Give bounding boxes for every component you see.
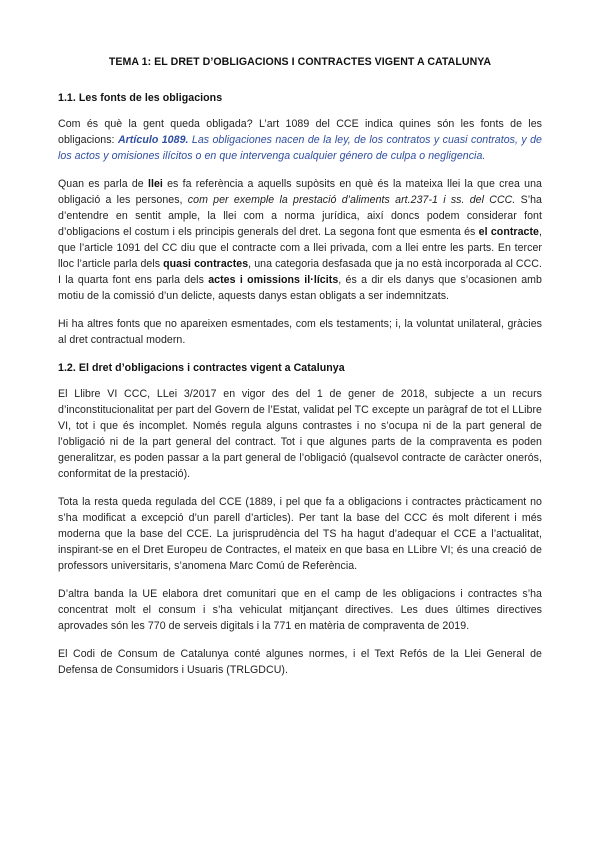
term-contracte: el contracte [478, 226, 539, 238]
text: S’ha d’entendre en sentit ample, la llei com a norma jurídica, així doncs podem considerar font d’obligacions el costum i els principis generals del dret. La segona font que esmenta és [58, 194, 542, 238]
text: es fa referència a aquells supòsits en què és la mateixa llei la que crea una obligació a les persones, [58, 178, 542, 206]
paragraph-cce: Tota la resta queda regulada del CCE (1889, i pel que fa a obligacions i contractes pràcticament no s’ha modificat a excepció d’un parell d’articles). Per tant la base del CCC és molt diferent i més moderna que la base del CCE. La jurisprudència del TS ha hagut d’adequar el CCE a l’actualitat, inspirant-se en el Dret Europeu de Contractes, el mateix en que basa en LLibre VI; és una creació de professors universitaris, s’anomena Marc Comú de Referència. [58, 496, 542, 572]
paragraph-ue: D’altra banda la UE elabora dret comunitari que en el camp de les obligacions i contractes s’ha concentrat molt el consum i s’ha vehiculat mitjançant directives. Les dues últimes directives aprovades són les 770 de serveis digitals i la 771 en matèria de compraventa de 2019. [58, 588, 542, 632]
text: , és a dir els danys que s’ocasionen amb motiu de la comissió d’un delicte, aquests danys estan obligats a ser indemnitzats. [58, 274, 542, 302]
section-heading-1-2: 1.2. El dret d’obligacions i contractes vigent a Catalunya [58, 362, 345, 374]
text: Com és què la gent queda obligada? L’art 1089 del CCE indica quines són les fonts de les obligacions: [58, 118, 542, 146]
paragraph-llibre-vi: El Llibre VI CCC, LLei 3/2017 en vigor des del 1 de gener de 2018, subjecte a un recurs d’inconstitucionalitat per part del Govern de l’Estat, validat pel TC excepte un paràgraf de tot el LLibre VI, tot i que és incomplet. Només regula alguns contrastes i no s’ocupa ni de la part general de l’obligació ni de la part general del contract. Tot i que algunes parts de la compraventa es poden generalitzar, es poden passar a la part general de l’obligació (qualsevol contracte de caràcter onerós, conformitat de la prestació). [58, 388, 542, 480]
page-title: TEMA 1: EL DRET D’OBLIGACIONS I CONTRACTES VIGENT A CATALUNYA [108, 56, 492, 68]
paragraph-fonts-intro [58, 116, 542, 164]
section-heading-1-1: 1.1. Les fonts de les obligacions [58, 92, 223, 104]
term-quasi-contractes: quasi contractes [163, 258, 249, 270]
term-actes-illicits: actes i omissions il·lícits [208, 274, 339, 286]
paragraph-fonts-explained [58, 176, 542, 304]
document-page [58, 48, 542, 690]
text: , una categoria desfasada que ja no està incorporada al CCC. I la quarta font ens parla dels [58, 258, 542, 286]
term-llei: llei [147, 178, 163, 190]
text: Quan es parla de [58, 178, 148, 190]
example-italic: com per exemple la prestació d’aliments art.237-1 i ss. del CCC. [187, 194, 516, 206]
article-reference: Artículo 1089. [117, 134, 189, 146]
paragraph-codi-consum: El Codi de Consum de Catalunya conté algunes normes, i el Text Refós de la Llei General de Defensa de Consumidors i Usuaris (TRLGDCU). [58, 648, 542, 676]
article-quote: Las obligaciones nacen de la ley, de los contratos y cuasi contratos, y de los actos y omisiones ilícitos o en que intervenga cualquier género de culpa o negligencia. [58, 134, 542, 162]
paragraph-other-sources: Hi ha altres fonts que no apareixen esmentades, com els testaments; i, la voluntat unilateral, gràcies al dret contractual modern. [58, 318, 542, 346]
text: , que l’article 1091 del CC diu que el contracte com a llei privada, com a llei entre les parts. En tercer lloc l’article parla dels [58, 226, 542, 270]
